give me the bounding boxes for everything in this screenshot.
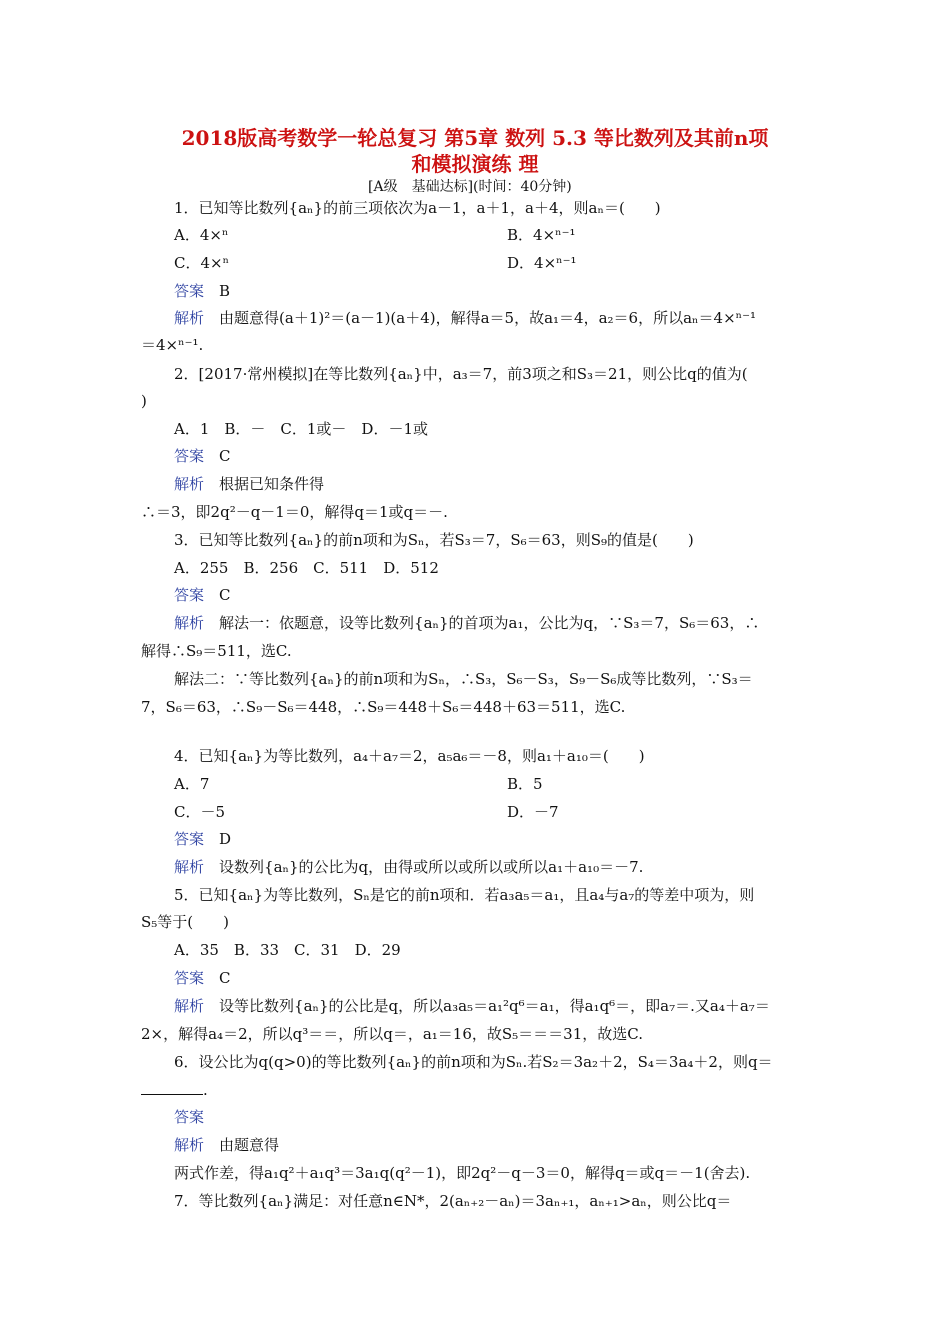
question-1-option-d: D．4×ⁿ⁻¹ <box>507 254 577 272</box>
question-2-line-1: 2．[2017·常州模拟]在等比数列{aₙ}中，a₃＝7，前3项之和S₃＝21，则公比q的值为( <box>174 365 748 383</box>
question-2-line-2: ) <box>141 392 147 410</box>
answer-label: 答案 <box>174 282 205 300</box>
answer-3-value: C <box>219 586 231 604</box>
question-7: 7．等比数列{aₙ}满足：对任意n∈N*，2(aₙ₊₂－aₙ)＝3aₙ₊₁，aₙ₊₁>aₙ，则公比q＝ <box>174 1192 732 1210</box>
analysis-label: 解析 <box>174 614 205 632</box>
question-6-period: . <box>203 1081 208 1099</box>
answer-label: 答案 <box>174 1108 205 1126</box>
question-5-line-1: 5．已知{aₙ}为等比数列，Sₙ是它的前n项和．若a₃a₅＝a₁，且a₄与a₇的等差中项为，则 <box>174 886 755 904</box>
analysis-5-line-1 <box>174 996 770 1016</box>
analysis-label: 解析 <box>174 858 205 876</box>
document-title-line-1: 2018版高考数学一轮总复习 第5章 数列 5.3 等比数列及其前n项 <box>181 126 769 150</box>
analysis-label: 解析 <box>174 309 205 327</box>
question-1-option-a: A．4×ⁿ <box>174 226 229 244</box>
question-4-option-a: A．7 <box>174 775 210 793</box>
analysis-3-line-2: 解得∴S₉＝511，选C. <box>141 642 292 660</box>
analysis-5-text-1: 设等比数列{aₙ}的公比是q，所以a₃a₅＝a₁²q⁶＝a₁，得a₁q⁶＝，即a₇＝.又a₄＋a₇＝ <box>219 997 770 1015</box>
question-1: 1．已知等比数列{aₙ}的前三项依次为a－1，a＋1，a＋4，则aₙ＝( ) <box>174 199 661 217</box>
question-5-line-2: S₅等于( ) <box>141 913 229 931</box>
question-6-line-1: 6．设公比为q(q>0)的等比数列{aₙ}的前n项和为Sₙ.若S₂＝3a₂＋2，S₄＝3a₄＋2，则q＝ <box>174 1053 773 1071</box>
answer-label: 答案 <box>174 447 205 465</box>
analysis-3-line-3: 解法二：∵等比数列{aₙ}的前n项和为Sₙ，∴S₃，S₆－S₃，S₉－S₆成等比数列，∵S₃＝ <box>174 670 753 688</box>
analysis-6-line-2: 两式作差，得a₁q²＋a₁q³＝3a₁q(q²－1)，即2q²－q－3＝0，解得q＝或q＝－1(舍去). <box>174 1164 751 1182</box>
analysis-4-line-1 <box>174 857 643 877</box>
answer-5 <box>174 968 231 988</box>
question-2-options: A．1 B．－ C．1或－ D．－1或 <box>174 420 428 438</box>
question-5-options: A．35 B．33 C．31 D．29 <box>174 941 401 959</box>
question-3-options: A．255 B．256 C．511 D．512 <box>174 559 439 577</box>
answer-blank <box>141 1080 203 1095</box>
answer-4-value: D <box>219 830 232 848</box>
answer-2-value: C <box>219 447 231 465</box>
answer-1-value: B <box>219 282 231 300</box>
analysis-6-text-1: 由题意得 <box>219 1136 280 1154</box>
answer-3 <box>174 585 231 605</box>
question-4: 4．已知{aₙ}为等比数列，a₄＋a₇＝2，a₅a₆＝－8，则a₁＋a₁₀＝( ) <box>174 747 645 765</box>
answer-label: 答案 <box>174 586 205 604</box>
document-title-line-2: 和模拟演练 理 <box>411 152 539 176</box>
analysis-label: 解析 <box>174 475 205 493</box>
question-6-line-2 <box>141 1080 208 1100</box>
analysis-6-line-1 <box>174 1135 279 1155</box>
analysis-2-line-1 <box>174 474 324 494</box>
analysis-2-line-2: ∴＝3，即2q²－q－1＝0，解得q＝1或q＝－. <box>141 503 448 521</box>
section-subtitle: [A级 基础达标](时间：40分钟) <box>368 179 572 195</box>
question-4-option-d: D．－7 <box>507 803 559 821</box>
analysis-label: 解析 <box>174 1136 205 1154</box>
analysis-1-text-1: 由题意得(a＋1)²＝(a－1)(a＋4)，解得a＝5，故a₁＝4，a₂＝6，所以aₙ＝4×ⁿ⁻¹ <box>219 309 757 327</box>
analysis-2-text-1: 根据已知条件得 <box>219 475 325 493</box>
answer-2 <box>174 446 231 466</box>
answer-6 <box>174 1107 204 1127</box>
question-1-option-b: B．4×ⁿ⁻¹ <box>507 226 576 244</box>
question-4-option-b: B．5 <box>507 775 543 793</box>
answer-label: 答案 <box>174 969 205 987</box>
question-3: 3．已知等比数列{aₙ}的前n项和为Sₙ，若S₃＝7，S₆＝63，则S₉的值是( ) <box>174 531 694 549</box>
answer-1 <box>174 281 230 301</box>
answer-label: 答案 <box>174 830 205 848</box>
analysis-4-text-1: 设数列{aₙ}的公比为q，由得或所以或所以或所以a₁＋a₁₀＝－7. <box>219 858 644 876</box>
analysis-3-line-1 <box>174 613 759 633</box>
question-4-option-c: C．－5 <box>174 803 226 821</box>
answer-4 <box>174 829 231 849</box>
answer-5-value: C <box>219 969 231 987</box>
question-1-option-c: C．4×ⁿ <box>174 254 230 272</box>
analysis-1-line-1 <box>174 308 756 328</box>
analysis-3-line-4: 7，S₆＝63，∴S₉－S₆＝448，∴S₉＝448＋S₆＝448＋63＝511，选C. <box>141 698 626 716</box>
analysis-1-line-2: ＝4×ⁿ⁻¹. <box>141 336 204 354</box>
analysis-label: 解析 <box>174 997 205 1015</box>
analysis-3-text-1: 解法一：依题意，设等比数列{aₙ}的首项为a₁，公比为q，∵S₃＝7，S₆＝63，∴ <box>219 614 760 632</box>
analysis-5-line-2: 2×，解得a₄＝2，所以q³＝＝，所以q＝，a₁＝16，故S₅＝＝＝31，故选C. <box>141 1025 643 1043</box>
